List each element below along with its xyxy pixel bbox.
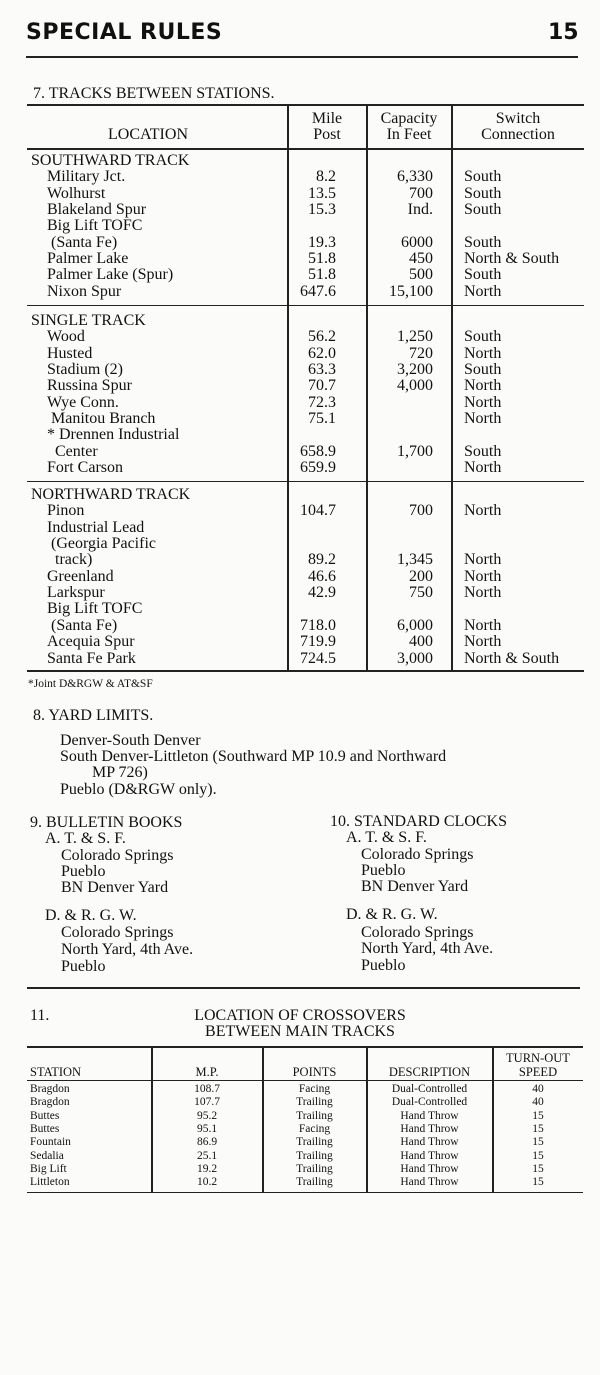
track-switch: South (464, 184, 502, 202)
track-capacity: 400 (409, 633, 433, 651)
xover-points: Trailing (296, 1149, 333, 1162)
track-group-title: SOUTHWARD TRACK (31, 152, 190, 169)
track-location: * Drennen Industrial (47, 426, 180, 444)
track-milepost: 718.0 (300, 616, 336, 634)
track-capacity: 4,000 (397, 377, 433, 395)
track-milepost: 46.6 (308, 567, 336, 585)
clocks-drgw-item: Pueblo (361, 957, 406, 974)
track-switch: North (464, 584, 502, 602)
track-switch: North & South (464, 250, 560, 268)
col-header-location: LOCATION (108, 126, 188, 143)
track-switch: South (464, 442, 502, 460)
track-switch: North (464, 633, 502, 651)
track-location: Industrial Lead (47, 518, 145, 536)
track-group-title: SINGLE TRACK (31, 312, 146, 329)
col-header-switch-2: Connection (481, 126, 555, 143)
track-milepost: 42.9 (308, 584, 336, 602)
track-location: Fort Carson (47, 459, 123, 477)
track-location: Nixon Spur (47, 282, 122, 300)
xover-points: Trailing (296, 1109, 333, 1122)
section-10-heading: 10. STANDARD CLOCKS (330, 813, 507, 830)
clocks-atsf-item: Colorado Springs (361, 846, 474, 863)
xover-station: Bragdon (30, 1096, 70, 1109)
clocks-atsf-title: A. T. & S. F. (346, 829, 427, 846)
track-milepost: 719.9 (300, 633, 336, 651)
xover-mp: 86.9 (196, 1136, 218, 1149)
track-switch: North (464, 567, 502, 585)
track-milepost: 75.1 (308, 410, 336, 428)
track-milepost: 56.2 (308, 328, 336, 346)
section-9-heading: 9. BULLETIN BOOKS (30, 814, 183, 831)
xover-speed: 40 (532, 1083, 544, 1095)
track-location: Acequia Spur (47, 633, 135, 651)
section-11-number: 11. (30, 1007, 50, 1024)
track-location: Palmer Lake (47, 250, 129, 268)
page-title: SPECIAL RULES (26, 20, 223, 45)
xover-description: Hand Throw (400, 1136, 459, 1149)
xover-col-speed: SPEED (518, 1065, 558, 1079)
track-milepost: 15.3 (308, 201, 336, 219)
track-capacity: 720 (409, 344, 433, 362)
track-milepost: 62.0 (308, 344, 336, 362)
xover-description: Hand Throw (400, 1162, 459, 1175)
bulletin-atsf-item: Colorado Springs (61, 847, 174, 864)
track-capacity: 700 (409, 502, 433, 520)
track-location: Husted (47, 344, 93, 362)
xover-speed: 15 (532, 1136, 544, 1149)
track-switch: South (464, 328, 502, 346)
xover-col-turnout: TURN-OUT (506, 1051, 570, 1065)
bulletin-atsf-title: A. T. & S. F. (45, 830, 126, 847)
track-milepost: 51.8 (308, 266, 336, 284)
xover-description: Hand Throw (400, 1109, 459, 1122)
clocks-atsf-item: Pueblo (361, 862, 406, 879)
track-switch: North (464, 616, 502, 634)
table-top-rule (27, 104, 584, 106)
page-number: 15 (548, 20, 579, 45)
group-rule-2 (27, 481, 584, 482)
track-location: Stadium (2) (47, 361, 123, 379)
track-capacity: 750 (409, 584, 433, 602)
group-rule-1 (27, 305, 584, 306)
track-milepost: 724.5 (300, 649, 336, 667)
track-switch: North & South (464, 649, 560, 667)
track-milepost: 659.9 (300, 459, 336, 477)
xover-speed: 15 (532, 1149, 544, 1162)
track-capacity: 1,345 (397, 551, 433, 569)
footnote: *Joint D&RGW & AT&SF (28, 678, 153, 690)
xover-station: Littleton (30, 1176, 70, 1189)
clocks-atsf-item: BN Denver Yard (361, 878, 469, 895)
track-milepost: 104.7 (300, 502, 336, 520)
track-location: Pinon (47, 502, 85, 520)
xover-bottom-rule (27, 1192, 583, 1193)
track-capacity: 450 (409, 250, 433, 268)
track-switch: South (464, 168, 502, 186)
track-switch: South (464, 233, 502, 251)
section-7-heading: 7. TRACKS BETWEEN STATIONS. (33, 85, 275, 102)
xover-description: Dual-Controlled (391, 1096, 468, 1109)
track-switch: North (464, 410, 502, 428)
xover-mp: 25.1 (196, 1149, 218, 1162)
xover-mp: 107.7 (194, 1096, 220, 1109)
track-capacity: 3,000 (397, 649, 433, 667)
xover-description: Hand Throw (400, 1122, 459, 1135)
xover-head-rule (27, 1080, 583, 1081)
xover-col-description: DESCRIPTION (388, 1065, 471, 1079)
track-capacity: 15,100 (389, 282, 433, 300)
track-switch: North (464, 502, 502, 520)
table-head-rule (27, 148, 584, 150)
track-switch: South (464, 201, 502, 219)
track-switch: South (464, 361, 502, 379)
track-group-title: NORTHWARD TRACK (31, 486, 191, 503)
xover-mp: 108.7 (194, 1083, 220, 1095)
track-location: Greenland (47, 567, 114, 585)
track-capacity: 1,250 (397, 328, 433, 346)
xover-speed: 15 (532, 1122, 544, 1135)
yard-limit-line: Pueblo (D&RGW only). (60, 781, 217, 798)
xover-station: Buttes (30, 1122, 60, 1135)
track-location: Wye Conn. (47, 393, 119, 411)
track-switch: North (464, 551, 502, 569)
track-milepost: 647.6 (300, 282, 336, 300)
col-header-milepost-2: Post (313, 126, 341, 143)
col-header-milepost-1: Mile (311, 110, 343, 127)
bulletin-drgw-item: Colorado Springs (61, 924, 174, 941)
col-header-switch-1: Switch (495, 110, 541, 127)
xover-description: Hand Throw (400, 1176, 459, 1189)
col-divider-3 (451, 105, 453, 671)
clocks-drgw-item: Colorado Springs (361, 924, 474, 941)
xover-description: Hand Throw (400, 1149, 459, 1162)
xover-mp: 19.2 (196, 1162, 218, 1175)
xover-top-rule (27, 1046, 583, 1048)
track-location: Blakeland Spur (47, 201, 147, 219)
xover-station: Bragdon (30, 1083, 70, 1095)
track-switch: North (464, 393, 502, 411)
col-header-capacity-2: In Feet (386, 126, 432, 143)
track-location: Larkspur (47, 584, 105, 602)
xover-points: Facing (298, 1083, 331, 1095)
xover-points: Trailing (296, 1176, 333, 1189)
bulletin-drgw-item: Pueblo (61, 958, 106, 975)
track-switch: South (464, 266, 502, 284)
track-capacity: 700 (409, 184, 433, 202)
track-location: Russina Spur (47, 377, 132, 395)
clocks-drgw-item: North Yard, 4th Ave. (361, 940, 494, 957)
bulletin-drgw-title: D. & R. G. W. (45, 907, 137, 924)
track-location: Santa Fe Park (47, 649, 136, 667)
xover-station: Sedalia (30, 1149, 64, 1162)
track-capacity: 6000 (401, 233, 433, 251)
track-capacity: Ind. (407, 201, 433, 219)
track-capacity: 3,200 (397, 361, 433, 379)
xover-col-station: STATION (30, 1065, 82, 1079)
xover-points: Trailing (296, 1136, 333, 1149)
track-location: Wolhurst (47, 184, 106, 202)
xover-station: Buttes (30, 1109, 60, 1122)
track-location: Big Lift TOFC (47, 600, 143, 618)
track-milepost: 8.2 (316, 168, 336, 186)
section-11-title-2: BETWEEN MAIN TRACKS (205, 1023, 395, 1040)
track-switch: North (464, 459, 502, 477)
bulletin-atsf-item: BN Denver Yard (61, 879, 169, 896)
track-location: (Santa Fe) (47, 233, 118, 251)
xover-mp: 95.1 (196, 1122, 218, 1135)
header-rule (26, 56, 578, 58)
track-capacity: 1,700 (397, 442, 433, 460)
track-location: (Georgia Pacific (47, 535, 156, 553)
col-header-capacity-1: Capacity (380, 110, 438, 127)
track-location: Palmer Lake (Spur) (47, 266, 174, 284)
xover-speed: 15 (532, 1109, 544, 1122)
section-8-heading: 8. YARD LIMITS. (33, 707, 154, 724)
bulletin-atsf-item: Pueblo (61, 863, 106, 880)
xover-points: Trailing (296, 1096, 333, 1109)
yard-limit-line: South Denver-Littleton (Southward MP 10.9 and Northward (60, 748, 447, 765)
track-capacity: 500 (409, 266, 433, 284)
track-milepost: 19.3 (308, 233, 336, 251)
yard-limit-line: MP 726) (92, 764, 148, 781)
track-capacity: 6,000 (397, 616, 433, 634)
track-switch: North (464, 282, 502, 300)
clocks-drgw-title: D. & R. G. W. (346, 906, 438, 923)
table-bottom-rule (27, 670, 584, 672)
track-switch: North (464, 344, 502, 362)
track-milepost: 72.3 (308, 393, 336, 411)
xover-mp: 10.2 (196, 1176, 218, 1189)
xover-mp: 95.2 (196, 1109, 218, 1122)
track-switch: North (464, 377, 502, 395)
xover-station: Fountain (30, 1136, 71, 1149)
xover-description: Dual-Controlled (391, 1083, 468, 1095)
track-milepost: 51.8 (308, 250, 336, 268)
track-capacity: 200 (409, 567, 433, 585)
xover-points: Facing (298, 1122, 331, 1135)
xover-station: Big Lift (30, 1162, 67, 1175)
track-milepost: 70.7 (308, 377, 336, 395)
yard-limit-line: Denver-South Denver (60, 732, 201, 749)
bulletin-drgw-item: North Yard, 4th Ave. (61, 941, 194, 958)
xover-col-mp: M.P. (195, 1065, 219, 1079)
track-location: Big Lift TOFC (47, 217, 143, 235)
track-location: Military Jct. (47, 168, 126, 186)
xover-points: Trailing (296, 1162, 333, 1175)
track-milepost: 63.3 (308, 361, 336, 379)
track-milepost: 658.9 (300, 442, 336, 460)
section-11-title-1: LOCATION OF CROSSOVERS (194, 1007, 406, 1024)
track-milepost: 13.5 (308, 184, 336, 202)
track-location: Manitou Branch (47, 410, 156, 428)
xover-speed: 15 (532, 1176, 544, 1189)
track-milepost: 89.2 (308, 551, 336, 569)
track-location: track) (47, 551, 93, 569)
xover-speed: 15 (532, 1162, 544, 1175)
track-location: (Santa Fe) (47, 616, 118, 634)
track-capacity: 6,330 (397, 168, 433, 186)
section-divider (27, 987, 580, 989)
xover-col-points: POINTS (292, 1065, 337, 1079)
xover-speed: 40 (532, 1096, 544, 1109)
track-location: Wood (47, 328, 85, 346)
track-location: Center (47, 442, 98, 460)
